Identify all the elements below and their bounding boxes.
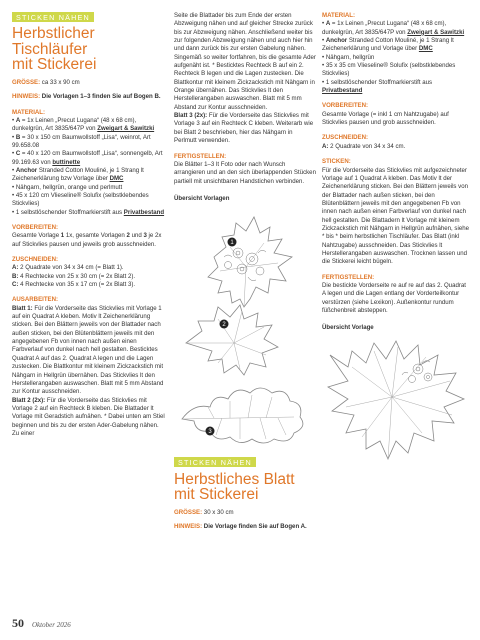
size-line: GRÖSSE: ca 33 x 90 cm — [12, 78, 80, 86]
cut-item: A: 2 Quadrate von 34 x 34 cm (= Blatt 1). — [12, 264, 124, 272]
templates-overview-illustration — [174, 207, 316, 447]
material-list-2 — [322, 20, 470, 95]
material-item: • A = 1x Leinen „Precut Lugana“ (48 x 68 cm), dunkelgrün, Art 3835/647P von Zweigart & Sawitzki — [12, 116, 155, 133]
column-left — [12, 12, 165, 438]
page-number: 50 — [12, 616, 24, 630]
page-footer — [12, 614, 71, 632]
leaf-3-marker-label: 3 — [208, 429, 212, 436]
material-item: • 45 x 120 cm Vlieseline® Solufix (selbstklebendes Stickvlies) — [12, 191, 149, 208]
article-title: Herbstlicher Tischläufer mit Stickerei — [12, 25, 97, 74]
leaf-3-outline — [182, 388, 303, 443]
prep-heading: VORBEREITEN: — [12, 224, 59, 231]
material-item: • A = 1x Leinen „Precut Lugana“ (48 x 68 cm), dunkelgrün, Art 3835/647P von Zweigart & Sawitzki — [322, 20, 465, 36]
material-list — [12, 117, 165, 217]
category-kicker: STICKEN NÄHEN — [12, 12, 94, 22]
material-heading: MATERIAL: — [12, 108, 46, 116]
cut-heading-2: ZUSCHNEIDEN: — [322, 134, 369, 142]
material-item: • Anchor Stranded Cotton Mouliné, je 1 Strang lt Zeichenerklärung und Vorlage über DMC — [322, 37, 454, 53]
hint-line-2: HINWEIS: Die Vorlage finden Sie auf Bogen A. — [174, 522, 307, 530]
hint-line: HINWEIS: Die Vorlagen 1–3 finden Sie auf Bogen B. — [12, 93, 161, 101]
second-article-header — [174, 457, 316, 531]
work-heading: AUSARBEITEN: — [12, 296, 59, 304]
material-item: • B = 30 x 150 cm Baumwollstoff „Lisa“, weinrot, Art 99.658.08 — [12, 133, 151, 149]
finish-text: Die Blätter 1–3 lt Foto oder nach Wunsch arrangieren und an den sich überlappenden Stücken partiell mit unsichtbaren Handstichen verbinden. — [174, 160, 316, 185]
large-leaf-outline — [328, 341, 464, 459]
prep-text: Gesamte Vorlage 1 1x, gesamte Vorlagen 2 und 3 je 2x auf Stickvlies pausen und jeweils grob ausschneiden. — [12, 232, 162, 248]
prep-text-2: Gesamte Vorlage (= inkl 1 cm Nahtzugabe) auf Stickvlies pausen und grob ausschneiden. — [322, 110, 449, 127]
cut-list — [12, 264, 165, 289]
finish-heading-2: FERTIGSTELLEN: — [322, 273, 375, 281]
finish-text-2: Die bestickte Vorderseite re auf re auf das 2. Quadrat A legen und die Lagen entlang der Vorderteilkontur verstürzen (siehe Lexikon). Außenkontur rundum füßchenbreit absteppen. — [322, 281, 466, 314]
size-line-2: GRÖSSE: 30 x 30 cm — [174, 508, 234, 516]
continued-text: Seite die Blattader bis zum Ende der ersten Abzweigung nähen und auf gleicher Strecke zurück bis zur Abzweigung nähen. Anschließend weiter bis zur folgenden Abzweigung nähen und auch hier hin und dann zurück bis zur ersten Gabelung nähen. Singemäß so weiter fortfahren, bis die gesamte Ader aufgenäht ist. * Besticktes Rechteck B auf ein 2. Rechteck B legen und die Lagen zustecken. Die Blattkontur mit kleinem Zickzackstich mit Nähgarn in Orange übernähen. Das Stickvlies lt den Herstellerangaben auswaschen. Blatt mit 5 mm Abstand zur Kontur ausschneiden. — [174, 12, 316, 111]
cut-item: C: 4 Rechtecke von 35 x 17 cm (= 2x Blatt 3). — [12, 281, 136, 289]
embroider-heading: STICKEN: — [322, 158, 351, 166]
template-overview-illustration — [322, 337, 470, 465]
article-title-2: Herbstliches Blatt mit Stickerei — [174, 470, 295, 504]
material-item: • Anchor Stranded Cotton Mouliné, je 1 Strang lt Zeichenerklärung bzw Vorlage über DMC — [12, 166, 144, 183]
cut-item: B: 4 Rechtecke von 25 x 30 cm (= 2x Blatt 2). — [12, 272, 136, 280]
material-item: • 1 selbstlöschender Stoffmarkierstift aus Privatbestand — [12, 208, 165, 216]
prep-heading-2: VORBEREITEN: — [322, 102, 369, 110]
finish-heading: FERTIGSTELLEN: — [174, 152, 227, 160]
leaf3-text: Blatt 3 (2x): Für die Vorderseite das Stickvlies mit Vorlage 3 auf ein Rechteck C kleben. Weiterarb wie bei Blatt 2 beschrieben, hier das Nähgarn in Perlmutt verwenden. — [174, 112, 314, 145]
material-item: • Nähgarn, hellgrün, orange und perlmutt — [12, 183, 123, 191]
column-middle — [174, 12, 316, 531]
leaf-2-marker-label: 2 — [222, 322, 226, 329]
templates-overview-title: Übersicht Vorlagen — [174, 194, 230, 202]
category-kicker-2: STICKEN NÄHEN — [174, 457, 256, 467]
material-item: • 1 selbstlöschender Stoffmarkierstift aus Privatbestand — [322, 78, 433, 95]
embroider-text: Für die Vorderseite das Stickvlies mit aufgezeichneter Vorlage auf 1 Quadrat A kleben. Das Motiv lt der Zeichenerklärung sticken. Bei den Blättern jeweils von der Blattader nach außen sticken, bei den Blütenblättern jeweils mit den angegebenen Fb von innen nach außen einen Farbverlauf von dunkel nach hell gestalten. Die Blattadern lt Vorlage mit kleinem Zickzackstich mit Nähgarn in Hellgrün aufnähen, siehe * bis * beim herbstlichen Tischläufer. Das Blatt (inkl Nahtzugabe) ausschneiden. Das Stickvlies lt Herstellerangaben auswaschen. Trocknen lassen und die Stickerei leicht bügeln. — [322, 166, 469, 266]
cut-heading: ZUSCHNEIDEN: — [12, 256, 59, 264]
material-heading-2: MATERIAL: — [322, 12, 356, 19]
template-overview-title: Übersicht Vorlage — [322, 324, 374, 332]
leaf-1-marker-label: 1 — [230, 240, 234, 247]
material-item: • Nähgarn, hellgrün — [322, 53, 375, 61]
cut-text-2: A: 2 Quadrate von 34 x 34 cm. — [322, 142, 406, 150]
column-right — [322, 12, 470, 465]
material-item: • C = 40 x 120 cm Baumwollstoff „Lisa“, sonnengelb, Art 99.169.63 von buttinette — [12, 150, 163, 166]
issue-month: Oktober 2026 — [32, 621, 71, 629]
work-leaf2-text: Blatt 2 (2x): Für die Vorderseite das Stickvlies mit Vorlage 2 auf ein Rechteck B kleben. Die Blattader lt Vorlage mit Geradstich aufnähen. * Dabei unten am Stiel beginnen und bis zu der ersten Ader-Gabelung nähen. Zu einer — [12, 396, 165, 437]
work-leaf1-text: Blatt 1: Für die Vorderseite das Stickvlies mit Vorlage 1 auf ein Quadrat A kleben. Motiv lt Zeichenerklärung sticken. Bei den Blättern jeweils von der Blattader nach außen sticken, bei den Blütenblättern jeweils mit den angegebenen Fb von innen nach außen einen Farbverlauf von dunkel nach hell gestalten. Besticktes Quadrat A auf das 2. Quadrat A legen und die Lagen zustecken. Die Blattkontur mit kleinem Zickzackstich mit Nähgarn in Hellgrün übernähen. Das Stickvlies lt den Herstellerangaben auswaschen. Blatt mit 5 mm Abstand zur Kontur ausschneiden. — [12, 304, 164, 396]
material-item: • 35 x 35 cm Vlieseline® Solufix (selbstklebendes Stickvlies) — [322, 62, 456, 78]
